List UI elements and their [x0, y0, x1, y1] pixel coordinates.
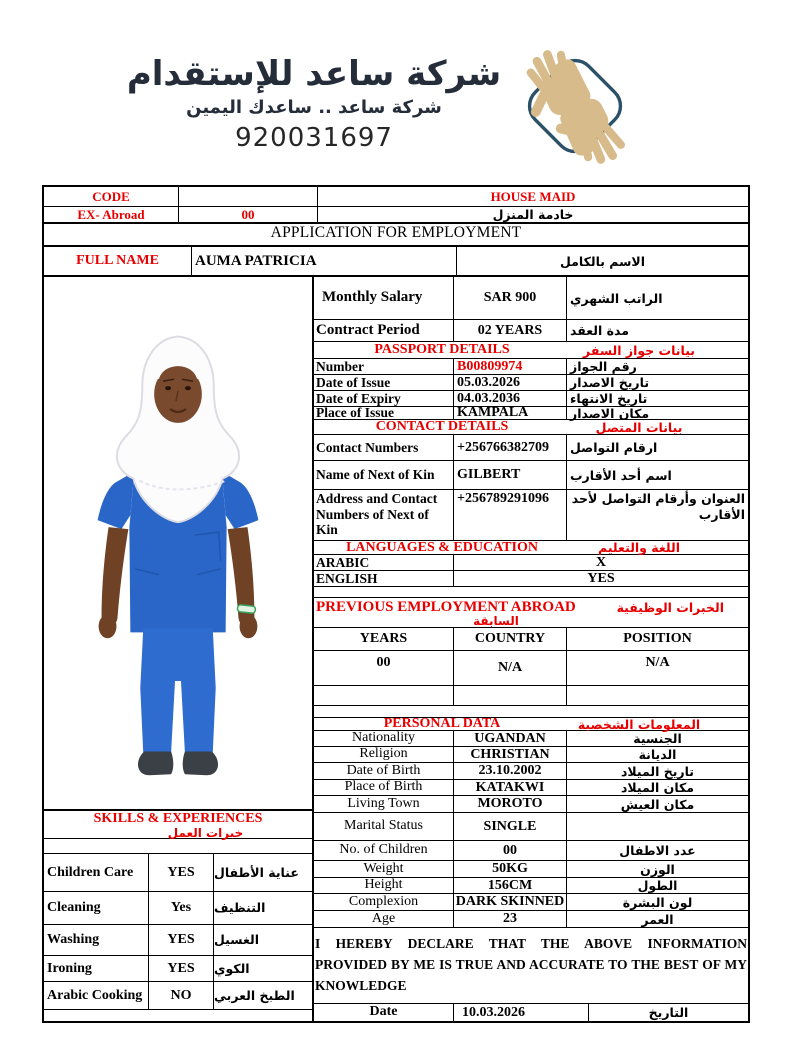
passport-number-arabic: رقم الجواز: [570, 359, 637, 374]
skills-title-arabic: خبرات العمل: [167, 825, 244, 840]
personal-title: PERSONAL DATA: [383, 716, 501, 731]
religion-value: CHRISTIAN: [454, 747, 567, 762]
religion-arabic: الديانة: [638, 747, 677, 762]
contact-numbers-arabic: ارقام التواصل: [570, 440, 658, 455]
marital-status-value: SINGLE: [454, 813, 567, 840]
position-title-arabic: خادمة المنزل: [492, 207, 574, 222]
height-label: Height: [314, 878, 454, 893]
table-row: [44, 854, 312, 892]
age-label: Age: [314, 911, 454, 927]
contact-numbers-label: Contact Numbers: [314, 435, 454, 460]
marital-status-label: Marital Status: [314, 813, 454, 840]
skill-label: Arabic Cooking: [44, 982, 149, 1009]
skill-label: Ironing: [44, 956, 149, 981]
table-row: [314, 894, 748, 911]
children-count-arabic: عدد الاطفال: [619, 843, 696, 858]
living-town-arabic: مكان العيش: [620, 796, 695, 812]
marital-status-arabic: [567, 813, 748, 840]
table-row: [314, 763, 748, 780]
contract-label-arabic: مدة العقد: [570, 323, 629, 338]
weight-label: Weight: [314, 861, 454, 877]
nationality-label: Nationality: [314, 731, 454, 746]
next-of-kin-arabic: اسم أحد الأقارب: [570, 467, 672, 483]
passport-number-value: B00809974: [454, 359, 567, 374]
salary-label: Monthly Salary: [314, 277, 454, 319]
employment-years: 00: [314, 651, 454, 685]
employment-title: PREVIOUS EMPLOYMENT ABROAD: [316, 599, 576, 615]
skill-label-arabic: عناية الأطفال: [214, 864, 299, 880]
languages-title: LANGUAGES & EDUCATION: [346, 539, 538, 555]
skills-spacer-row: [44, 839, 312, 854]
table-row: [314, 1004, 748, 1021]
company-tagline: شركة ساعد .. ساعدك اليمين: [186, 97, 442, 119]
company-text-block: [127, 42, 501, 153]
contract-label: Contract Period: [314, 320, 454, 341]
skill-label: Children Care: [44, 854, 149, 891]
religion-label: Religion: [314, 747, 454, 762]
table-row: [44, 956, 312, 982]
expiry-date-arabic: تاريخ الانتهاء: [570, 391, 648, 406]
table-row: [314, 651, 748, 686]
birth-place-label: Place of Birth: [314, 780, 454, 795]
declaration-text: I HEREBY DECLARE THAT THE ABOVE INFORMATION PROVIDED BY ME IS TRUE AND ACCURATE TO THE BEST OF MY KNOWLEDGE: [315, 936, 747, 993]
passport-title-arabic: بيانات جواز السفر: [583, 342, 695, 358]
contact-numbers-value: +256766382709: [454, 435, 567, 460]
company-header: [0, 0, 792, 185]
language-english-label: ENGLISH: [314, 571, 454, 586]
age-value: 23: [454, 911, 567, 927]
employment-title-arabic: الخبرات الوظيفية: [616, 600, 724, 615]
weight-value: 50KG: [454, 861, 567, 877]
skill-label: Washing: [44, 925, 149, 955]
date-value: 10.03.2026: [454, 1004, 589, 1021]
skill-value: YES: [149, 854, 214, 891]
table-row: [314, 731, 748, 747]
skills-section-header: [44, 809, 312, 839]
skill-value: NO: [149, 982, 214, 1009]
skill-label-arabic: الطبخ العربي: [214, 987, 295, 1003]
applicant-photo-illustration: [44, 277, 312, 809]
applicant-photo: [44, 277, 312, 809]
form-body: [44, 277, 748, 1021]
table-row: [314, 490, 748, 541]
personal-section-header: [314, 718, 748, 731]
table-row: [314, 555, 748, 571]
living-town-value: MOROTO: [454, 796, 567, 812]
contact-title: CONTACT DETAILS: [375, 419, 509, 434]
table-row: [314, 841, 748, 861]
height-arabic: الطول: [637, 878, 678, 893]
application-title: APPLICATION FOR EMPLOYMENT: [44, 224, 748, 247]
company-phone: 920031697: [235, 123, 393, 154]
full-name-value: AUMA PATRICIA: [192, 247, 457, 275]
weight-arabic: الوزن: [640, 861, 675, 877]
table-row: [44, 925, 312, 956]
table-row: [44, 892, 312, 925]
declaration-block: [314, 928, 748, 1004]
position-title: HOUSE MAID: [490, 188, 576, 204]
personal-title-arabic: المعلومات الشخصية: [577, 716, 701, 732]
table-row: [314, 686, 748, 706]
issue-place-arabic: مكان الاصدار: [570, 405, 650, 421]
position-column-header: POSITION: [623, 631, 692, 646]
language-english-value: YES: [587, 570, 615, 586]
employment-position: [567, 686, 748, 705]
table-row: [314, 461, 748, 490]
skill-label-arabic: الكوي: [214, 960, 250, 976]
issue-date-value: 05.03.2026: [454, 375, 567, 390]
skill-value: Yes: [149, 892, 214, 924]
table-row: [314, 320, 748, 342]
employment-country: [454, 686, 567, 705]
contact-section-header: [314, 420, 748, 435]
table-row: [314, 571, 748, 587]
right-column: [314, 277, 748, 1021]
passport-title: PASSPORT DETAILS: [374, 342, 510, 357]
skills-title: SKILLS & EXPERIENCES: [93, 811, 263, 826]
issue-date-label: Date of Issue: [314, 375, 454, 390]
employment-country: N/A: [454, 651, 567, 685]
contract-value: 02 YEARS: [454, 320, 567, 341]
table-row: [314, 628, 748, 651]
next-of-kin-value: GILBERT: [454, 461, 567, 489]
age-arabic: العمر: [641, 911, 674, 927]
complexion-label: Complexion: [314, 894, 454, 910]
next-of-kin-label: Name of Next of Kin: [314, 461, 454, 489]
skill-label: Cleaning: [44, 892, 149, 924]
birth-place-value: KATAKWI: [454, 780, 567, 795]
skill-value: YES: [149, 956, 214, 981]
table-row: [314, 359, 748, 375]
nationality-value: UGANDAN: [454, 731, 567, 746]
passport-section-header: [314, 342, 748, 359]
salary-value: SAR 900: [454, 277, 567, 319]
birth-date-value: 23.10.2002: [454, 763, 567, 779]
table-row: [44, 207, 748, 224]
issue-date-arabic: تاريخ الاصدار: [570, 375, 650, 390]
kin-address-arabic: العنوان وأرقام التواصل لأحد الأقارب: [571, 491, 745, 522]
kin-address-value: +256789291096: [454, 490, 567, 540]
table-row: [314, 796, 748, 813]
full-name-label-arabic: الاسم بالكامل: [560, 253, 645, 269]
employment-application-form: [42, 185, 750, 1023]
table-row: [314, 911, 748, 928]
code-label: CODE: [44, 187, 179, 206]
employment-title-arabic-wrap: السابقة: [473, 614, 519, 628]
table-row: [44, 247, 748, 277]
complexion-value: DARK SKINNED: [454, 894, 567, 910]
birth-date-arabic: تاريخ الميلاد: [621, 763, 695, 779]
employment-section-header: [314, 598, 748, 628]
country-column-header: COUNTRY: [454, 628, 567, 650]
table-row: [314, 813, 748, 841]
birth-place-arabic: مكان الميلاد: [620, 780, 695, 795]
expiry-date-label: Date of Expiry: [314, 391, 454, 406]
company-name: شركة ساعد للإستقدام: [126, 54, 502, 94]
left-column: [44, 277, 314, 1021]
complexion-arabic: لون البشرة: [622, 894, 693, 910]
table-row: [314, 747, 748, 763]
left-column-filler: [44, 1010, 312, 1021]
table-row: [44, 187, 748, 207]
table-row: [314, 878, 748, 894]
birth-date-label: Date of Birth: [314, 763, 454, 779]
skill-label-arabic: التنظيف: [214, 900, 266, 916]
helping-hands-logo-icon: [511, 42, 639, 170]
table-row: [314, 277, 748, 320]
years-column-header: YEARS: [314, 628, 454, 650]
nationality-arabic: الجنسية: [633, 731, 682, 746]
skill-label-arabic: الغسيل: [214, 932, 260, 948]
code-value: 00: [179, 207, 318, 222]
table-row: [314, 861, 748, 878]
logo-block: [127, 42, 639, 170]
languages-title-arabic: اللغة والتعليم: [598, 540, 681, 555]
table-row: [314, 780, 748, 796]
passport-number-label: Number: [314, 359, 454, 374]
skill-value: YES: [149, 925, 214, 955]
children-count-value: 00: [454, 841, 567, 860]
table-row: [314, 435, 748, 461]
language-arabic-value: X: [595, 554, 607, 570]
language-arabic-label: ARABIC: [314, 555, 454, 570]
children-count-label: No. of Children: [314, 841, 454, 860]
height-value: 156CM: [454, 878, 567, 893]
date-label: Date: [314, 1004, 454, 1021]
employment-position: N/A: [645, 655, 670, 670]
languages-section-header: [314, 541, 748, 555]
issue-place-value: KAMPALA: [454, 407, 567, 419]
kin-address-label: Address and Contact Numbers of Next of Kin: [314, 490, 454, 540]
salary-label-arabic: الراتب الشهري: [570, 290, 663, 306]
table-row: [44, 982, 312, 1010]
contact-title-arabic: بيانات المتصل: [595, 419, 683, 435]
table-row: [314, 375, 748, 391]
full-name-label: FULL NAME: [44, 247, 192, 275]
date-label-arabic: التاريخ: [648, 1005, 689, 1020]
spacer-row: [314, 587, 748, 598]
employment-years: [314, 686, 454, 705]
code-spacer: [179, 187, 318, 206]
living-town-label: Living Town: [314, 796, 454, 812]
ex-abroad-label: EX- Abroad: [44, 207, 179, 222]
issue-place-label: Place of Issue: [314, 407, 454, 419]
expiry-date-value: 04.03.2036: [454, 391, 567, 406]
